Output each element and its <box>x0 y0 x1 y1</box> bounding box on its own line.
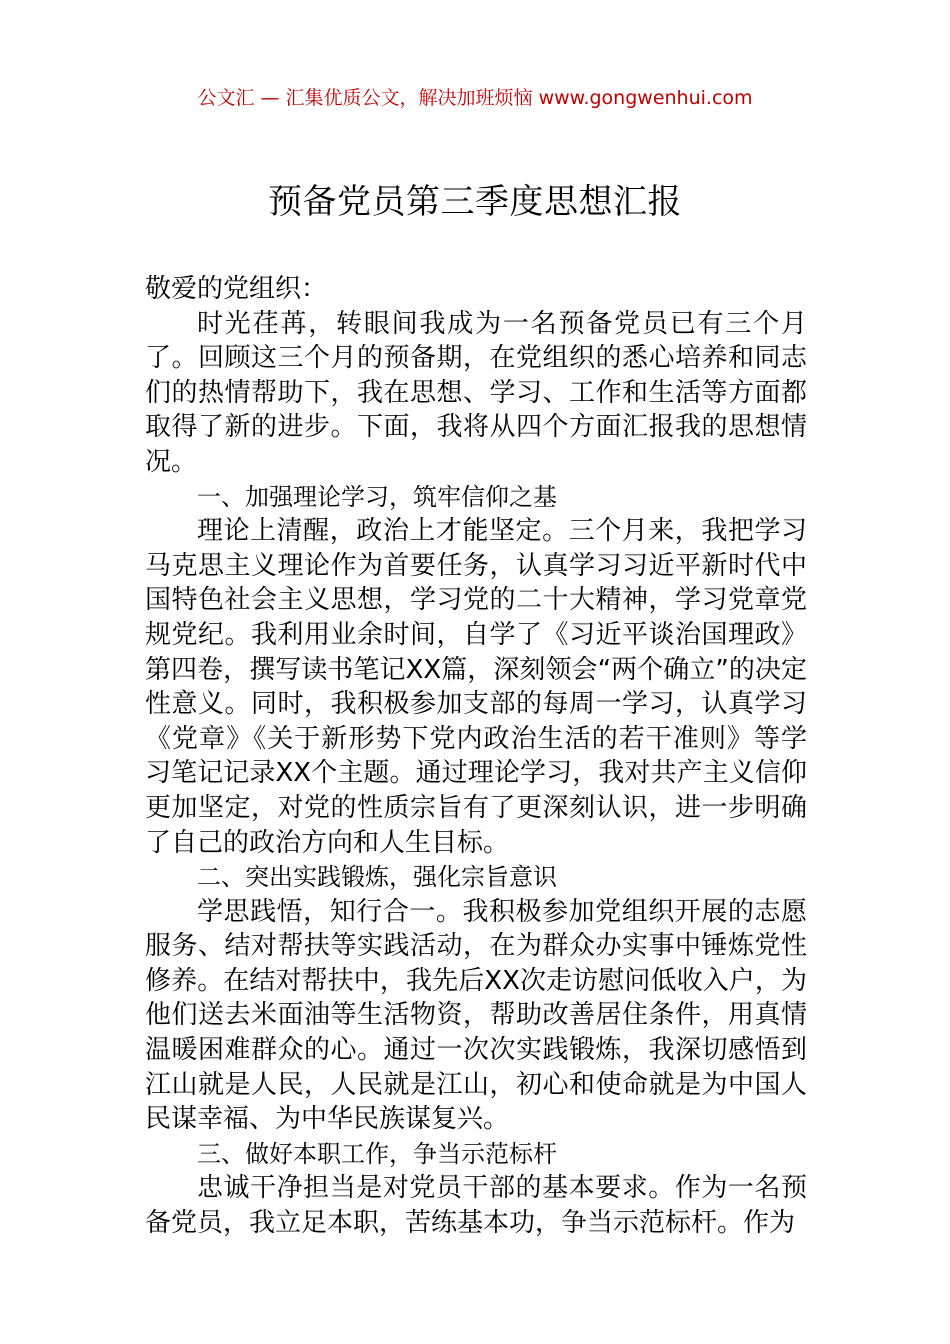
paragraph-intro: 时光荏苒，转眼间我成为一名预备党员已有三个月了。回顾这三个月的预备期，在党组织的悉心培养和同志们的热情帮助下，我在思想、学习、工作和生活等方面都取得了新的进步。下面，我将从四个方面汇报我的思想情况。 <box>145 308 807 477</box>
paragraph-section-1: 理论上清醒，政治上才能坚定。三个月来，我把学习马克思主义理论作为首要任务，认真学习习近平新时代中国特色社会主义思想，学习党的二十大精神，学习党章党规党纪。我利用业余时间，自学了《习近平谈治国理政》第四卷，撰写读书笔记XX篇，深刻领会“两个确立”的决定性意义。同时，我积极参加支部的每周一学习，认真学习《党章》《关于新形势下党内政治生活的若干准则》等学习笔记记录XX个主题。通过理论学习，我对共产主义信仰更加坚定，对党的性质宗旨有了更深刻认识，进一步明确了自己的政治方向和人生目标。 <box>145 516 807 858</box>
salutation: 敬爱的党组织： <box>145 274 328 304</box>
document-body <box>145 272 807 1241</box>
watermark-header[interactable]: 公文汇 — 汇集优质公文，解决加班烦恼 www.gongwenhui.com <box>197 87 753 109</box>
section-heading-1: 一、加强理论学习，筑牢信仰之基 <box>197 482 557 511</box>
section-heading-2: 二、突出实践锻炼，强化宗旨意识 <box>197 863 557 892</box>
page-title: 预备党员第三季度思想汇报 <box>268 182 682 222</box>
paragraph-section-3: 忠诚干净担当是对党员干部的基本要求。作为一名预备党员，我立足本职，苦练基本功，争当示范标杆。作为 <box>145 1173 807 1239</box>
section-heading-3: 三、做好本职工作，争当示范标杆 <box>197 1139 557 1168</box>
paragraph-section-2: 学思践悟，知行合一。我积极参加党组织开展的志愿服务、结对帮扶等实践活动，在为群众办实事中锤炼党性修养。在结对帮扶中，我先后XX次走访慰问低收入户，为他们送去米面油等生活物资，帮助改善居住条件，用真情温暖困难群众的心。通过一次次实践锻炼，我深切感悟到江山就是人民，人民就是江山，初心和使命就是为中国人民谋幸福、为中华民族谋复兴。 <box>145 896 807 1135</box>
